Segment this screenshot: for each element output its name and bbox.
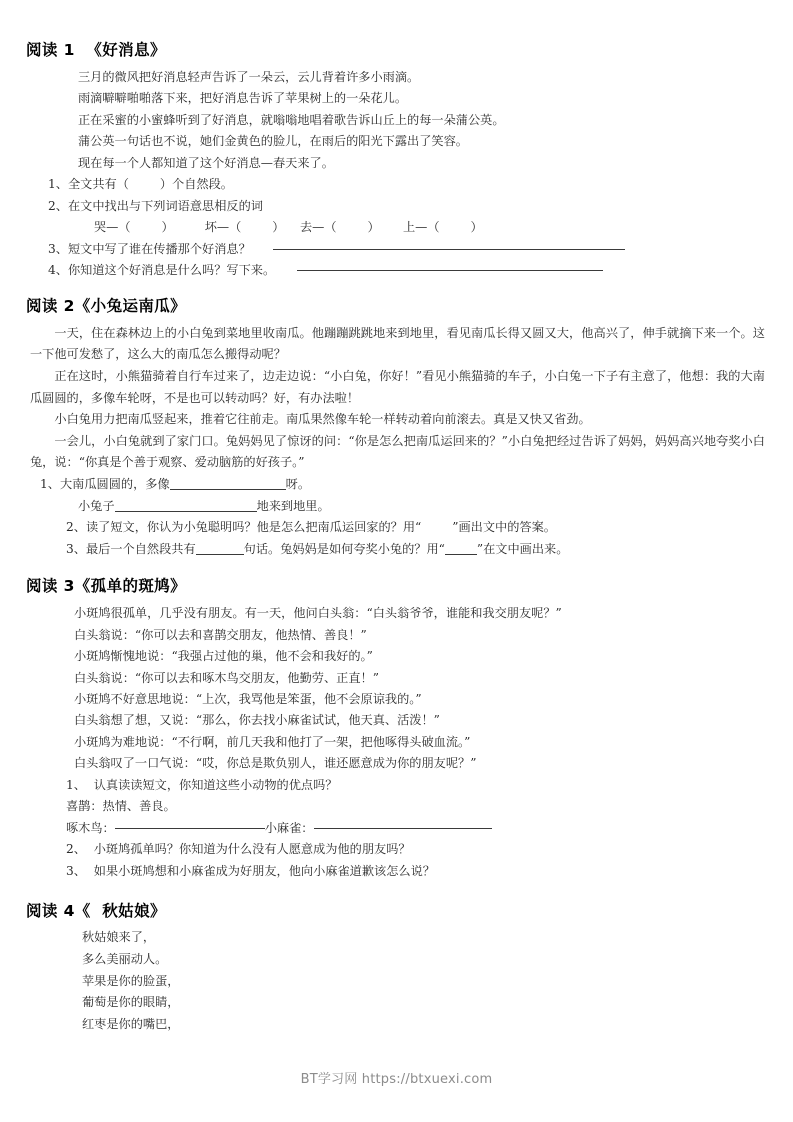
answer-blank[interactable]: [196, 541, 244, 555]
question-2-1b-tail: 地来到地里。: [256, 498, 330, 513]
question-2-2: 2、读了短文，你认为小兔聪明吗？他是怎么把南瓜运回家的？用“ ”画出文中的答案。: [66, 520, 556, 535]
passage-line: 白头翁叹了一口气说：“哎，你总是欺负别人，谁还愿意成为你的朋友呢？”: [74, 756, 477, 771]
question-1-4: [26, 260, 771, 282]
passage-line: 雨滴噼噼啪啪落下来，把好消息告诉了苹果树上的一朵花儿。: [78, 91, 408, 106]
question-1-3: [26, 239, 771, 261]
question-2-1b-text: 小兔子: [78, 498, 115, 513]
answer-rule[interactable]: [115, 827, 265, 829]
question-1-3-text: 3、短文中写了谁在传播那个好消息？: [48, 241, 251, 256]
question-1-2-pairs: 哭—（ ） 坏—（ ） 去—（ ） 上—（ ）: [94, 220, 483, 235]
sparrow-label: 小麻雀：: [264, 820, 314, 835]
site-watermark: BT学习网 https://btxuexi.com: [300, 1072, 493, 1087]
section-3-questions: [26, 775, 771, 883]
section-3-passage: [26, 603, 771, 774]
question-2-1b: [26, 496, 771, 518]
section-1-questions: [26, 174, 771, 282]
reading-section-1: [26, 40, 771, 282]
passage-paragraph: 正在这时，小熊猫骑着自行车过来了，边走边说：“小白兔，你好！”看见小熊猫骑的车子，小白兔一下子有主意了，他想：我的大南瓜圆圆的，多像车轮呀，不是也可以转动吗？好，有办法啦！: [30, 369, 765, 405]
question-2-1a-text: 1、大南瓜圆圆的，多像: [40, 477, 170, 491]
section-2-passage: [26, 323, 771, 474]
answer-rule[interactable]: [297, 269, 603, 271]
passage-line: 蒲公英一句话也不说，她们金黄色的脸儿，在雨后的阳光下露出了笑容。: [78, 134, 468, 149]
question-3-1-answer-magpie: 喜鹊：热情、善良。: [66, 799, 176, 814]
poem-line: 多么美丽动人。: [82, 952, 168, 967]
question-3-1-blanks: [26, 818, 771, 840]
passage-line: 白头翁说：“你可以去和啄木鸟交朋友，他勤劳、正直！”: [74, 670, 379, 685]
poem-line: 苹果是你的脸蛋，: [82, 973, 180, 988]
passage-paragraph: 一天，住在森林边上的小白兔到菜地里收南瓜。他蹦蹦跳跳地来到地里，看见南瓜长得又圆又大，他高兴了，伸手就摘下来一个。这一下他可发愁了，这么大的南瓜怎么搬得动呢？: [30, 325, 765, 362]
passage-line: 三月的微风把好消息轻声告诉了一朵云，云儿背着许多小雨滴。: [78, 69, 420, 84]
reading-section-4: [26, 901, 771, 1036]
question-1-4-text: 4、你知道这个好消息是什么吗？写下来。: [48, 263, 276, 278]
answer-blank[interactable]: [115, 498, 257, 512]
section-1-passage: [26, 67, 771, 174]
passage-paragraph: 一会儿，小白兔就到了家门口。兔妈妈见了惊讶的问：“你是怎么把南瓜运回来的？”小白兔把经过告诉了妈妈，妈妈高兴地夸奖小白兔，说：“你真是个善于观察、爱动脑筋的好孩子。”: [30, 433, 765, 470]
question-2-3-text-b: 句话。兔妈妈是如何夸奖小兔的？用“: [243, 541, 445, 556]
question-2-1a-tail: 呀。: [285, 477, 311, 491]
passage-line: 白头翁想了想，又说：“那么，你去找小麻雀试试，他天真、活泼！”: [74, 713, 440, 728]
passage-line: 现在每一个人都知道了这个好消息—春天来了。: [78, 155, 334, 170]
section-2-heading: 阅读 2《小兔运南瓜》: [26, 296, 187, 315]
poem-line: 葡萄是你的眼睛，: [82, 995, 180, 1010]
passage-line: 正在采蜜的小蜜蜂听到了好消息，就嗡嗡地唱着歌告诉山丘上的每一朵蒲公英。: [78, 112, 505, 127]
question-2-3: [26, 539, 771, 561]
reading-section-3: [26, 576, 771, 882]
section-1-heading: 阅读 1 《好消息》: [26, 41, 166, 59]
question-3-2: 2、 小斑鸠孤单吗？你知道为什么没有人愿意成为他的朋友吗？: [66, 842, 411, 857]
passage-line: 小斑鸠很孤单，几乎没有朋友。有一天，他问白头翁：“白头翁爷爷，谁能和我交朋友呢？”: [74, 606, 562, 621]
section-4-passage: [26, 927, 771, 1035]
question-1-2: 2、在文中找出与下列词语意思相反的词: [48, 198, 263, 213]
poem-line: 红枣是你的嘴巴，: [82, 1016, 180, 1031]
passage-line: 小斑鸠不好意思地说：“上次，我骂他是笨蛋，他不会原谅我的。”: [74, 691, 422, 706]
passage-paragraph: 小白兔用力把南瓜竖起来，推着它往前走。南瓜果然像车轮一样转动着向前滚去。真是又快又省劲。: [54, 412, 591, 427]
question-3-1: 1、 认真读读短文，你知道这些小动物的优点吗？: [66, 777, 338, 792]
question-3-3: 3、 如果小斑鸠想和小麻雀成为好朋友，他向小麻雀道歉该怎么说？: [66, 863, 435, 878]
answer-rule[interactable]: [314, 827, 492, 829]
reading-section-2: [26, 296, 771, 560]
poem-line: 秋姑娘来了，: [82, 930, 156, 945]
section-3-heading: 阅读 3《孤单的斑鸠》: [26, 577, 187, 596]
passage-line: 小斑鸠惭愧地说：“我强占过他的巢，他不会和我好的。”: [74, 649, 373, 664]
passage-line: 小斑鸠为难地说：“不行啊，前几天我和他打了一架，把他啄得头破血流。”: [74, 734, 471, 749]
question-2-3-text-a: 3、最后一个自然段共有: [66, 541, 196, 556]
section-2-questions: [26, 474, 771, 560]
answer-blank[interactable]: [170, 476, 286, 490]
question-2-3-text-c: ”在文中画出来。: [476, 541, 569, 556]
section-4-heading: 阅读 4《 秋姑娘》: [26, 901, 166, 920]
answer-rule[interactable]: [273, 248, 625, 250]
question-1-1: 1、全文共有（ ）个自然段。: [48, 176, 233, 191]
answer-blank[interactable]: [445, 541, 477, 555]
woodpecker-label: 啄木鸟：: [66, 820, 115, 835]
passage-line: 白头翁说：“你可以去和喜鹊交朋友，他热情、善良！”: [74, 627, 367, 642]
question-2-1a: [26, 474, 771, 496]
